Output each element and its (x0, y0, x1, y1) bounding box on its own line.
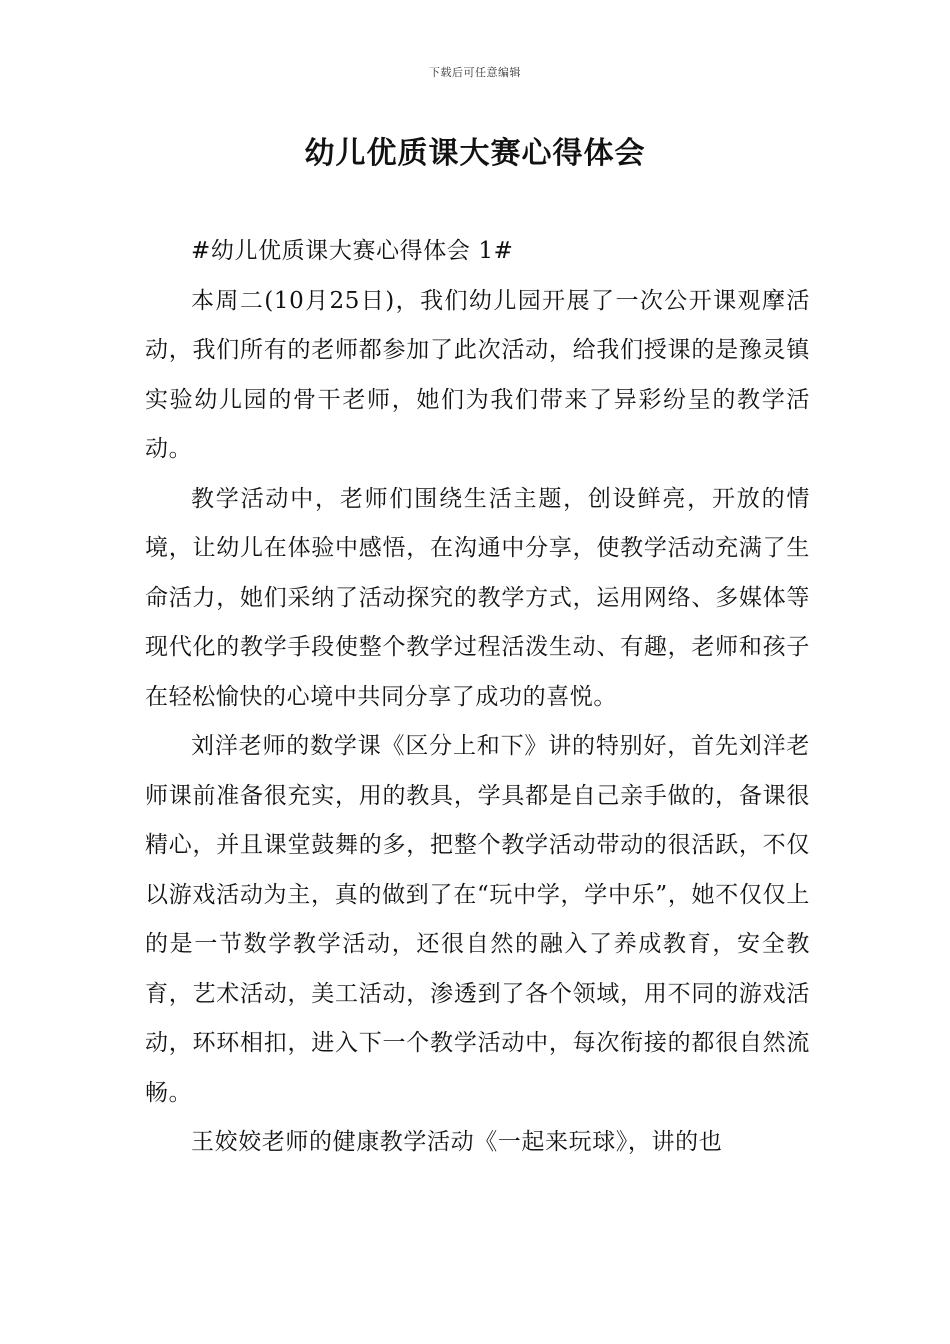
paragraph-1: 本周二(10月25日)，我们幼儿园开展了一次公开课观摩活动，我们所有的老师都参加了此次活动，给我们授课的是豫灵镇实验幼儿园的骨干老师，她们为我们带来了异彩纷呈的教学活动。 (145, 287, 810, 462)
paragraph-4: 王姣姣老师的健康教学活动《一起来玩球》，讲的也 (191, 1129, 723, 1155)
header-note: 下载后可任意编辑 (429, 66, 521, 79)
document-body (145, 227, 810, 1168)
document-title: 幼儿优质课大赛心得体会 (304, 136, 646, 171)
paragraph-section-heading: #幼儿优质课大赛心得体会 1# (191, 238, 514, 264)
paragraph-3: 刘洋老师的数学课《区分上和下》讲的特别好，首先刘洋老师课前准备很充实，用的教具，学具都是自己亲手做的，备课很精心，并且课堂鼓舞的多，把整个教学活动带动的很活跃，不仅以游戏活动为主，真的做到了在“玩中学，学中乐”，她不仅仅上的是一节数学教学活动，还很自然的融入了养成教育，安全教育，艺术活动，美工活动，渗透到了各个领域，用不同的游戏活动，环环相扣，进入下一个教学活动中，每次衔接的都很自然流畅。 (145, 733, 810, 1106)
paragraph-2: 教学活动中，老师们围绕生活主题，创设鲜亮，开放的情境，让幼儿在体验中感悟，在沟通中分享，使教学活动充满了生命活力，她们采纳了活动探究的教学方式，运用网络、多媒体等现代化的教学手段使整个教学过程活泼生动、有趣，老师和孩子在轻松愉快的心境中共同分享了成功的喜悦。 (145, 485, 810, 710)
